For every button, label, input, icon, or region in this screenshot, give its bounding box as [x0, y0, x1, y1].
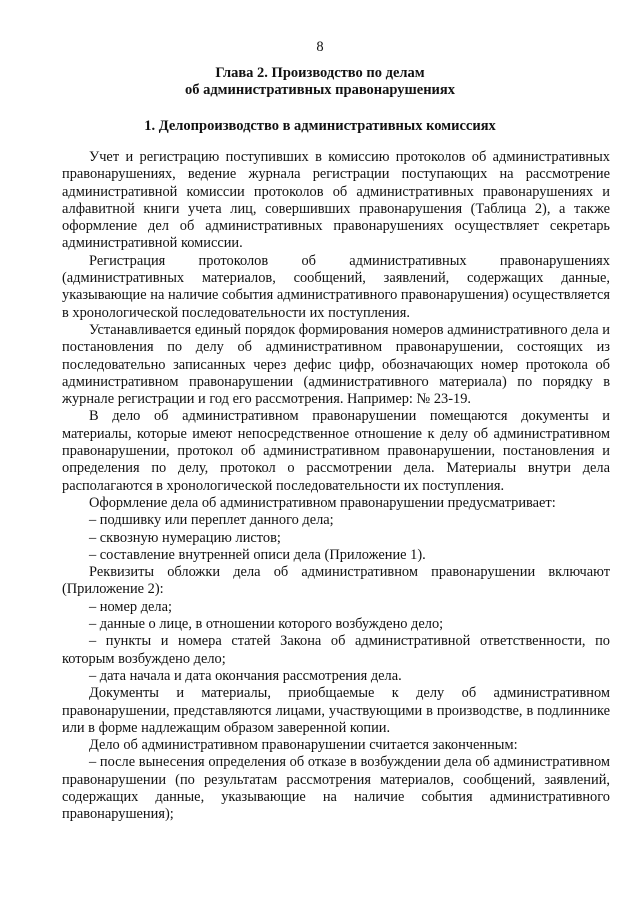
paragraph: В дело об административном правонарушении помещаются документы и материалы, которые имеют непосредственное отношение к делу об административном правонарушении, протокол об административном правонарушении, постановления и определения по делу, протокол о рассмотрении дела. Материалы внутри дела располагаются в хронологической последовательности их поступления.	[62, 408, 610, 494]
list-item: – номер дела;	[89, 598, 172, 615]
list-item: – пункты и номера статей Закона об административной ответственности, по которым возбуждено дело;	[62, 633, 610, 667]
page-number: 8	[316, 39, 324, 55]
chapter-title	[0, 65, 640, 99]
paragraph: Документы и материалы, приобщаемые к делу об административном правонарушении, представляются лицами, участвующими в производстве, в подлиннике или в форме надлежащим образом заверенной копии.	[62, 685, 610, 736]
list-item: – сквозную нумерацию листов;	[89, 529, 281, 546]
chapter-title-line-2: об административных правонарушениях	[184, 82, 456, 98]
paragraph: Дело об административном правонарушении считается законченным:	[89, 737, 518, 754]
paragraph: Устанавливается единый порядок формирования номеров административного дела и постановления по делу об административном правонарушении, состоящих из последовательно записанных через дефис цифр, обозначающих номер протокола об административном правонарушении (административного материала) по порядку в журнале регистрации и год его рассмотрения. Например: № 23-19.	[62, 321, 610, 408]
section-title: 1. Делопроизводство в административных комиссиях	[144, 118, 496, 134]
paragraph: Учет и регистрацию поступивших в комиссию протоколов об административных правонарушениях, ведение журнала регистрации поступающих на рассмотрение административной комиссии протоколов об административных правонарушениях и алфавитной книги учета лиц, совершивших правонарушения (Таблица 2), а также оформление дел об административных правонарушениях осуществляет секретарь административной комиссии.	[62, 149, 610, 252]
chapter-title-line-1: Глава 2. Производство по делам	[215, 65, 425, 81]
list-item: – дата начала и дата окончания рассмотрения дела.	[89, 667, 402, 684]
paragraph: Регистрация протоколов об административных правонарушениях (административных материалов, сообщений, заявлений, содержащих данные, указывающие на наличие события административного правонарушения) осуществляется в хронологической последовательности их поступления.	[62, 252, 610, 321]
document-body	[62, 149, 610, 824]
list-item: – подшивку или переплет данного дела;	[89, 512, 334, 529]
list-item: – после вынесения определения об отказе в возбуждении дела об административном правонарушении (по результатам рассмотрения материалов, сообщений, заявлений, содержащих данные, указывающие на наличие события административного правонарушения);	[62, 754, 610, 823]
list-item: – данные о лице, в отношении которого возбуждено дело;	[89, 616, 444, 633]
paragraph: Оформление дела об административном правонарушении предусматривает:	[89, 494, 556, 511]
list-item: – составление внутренней описи дела (Приложение 1).	[89, 546, 426, 563]
paragraph: Реквизиты обложки дела об административном правонарушении включают (Приложение 2):	[62, 564, 610, 598]
